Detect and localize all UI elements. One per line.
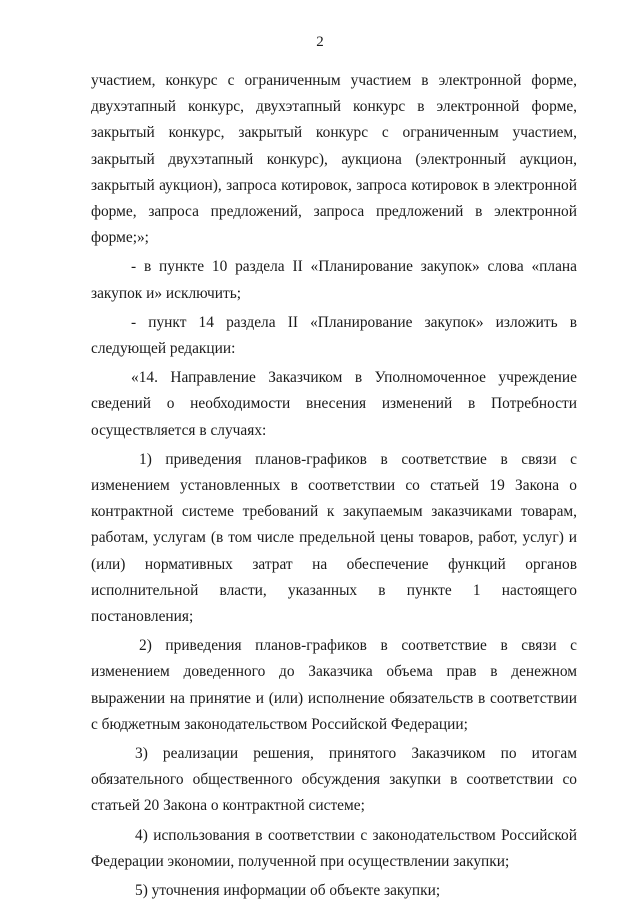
list-item-4: 4) использования в соответствии с законодательством Российской Федерации экономии, полученной при осуществлении закупки; bbox=[91, 826, 577, 870]
document-body bbox=[91, 68, 577, 907]
list-item-1: 1) приведения планов-графиков в соответствие в связи с изменением установленных в соответствии со статьей 19 Закона о контрактной системе требований к закупаемым заказчиками товарам, работам, услугам (в том числе предельной цены товаров, работ, услуг) и (или) нормативных затрат на обеспечение функций органов исполнительной власти, указанных в пункте 1 настоящего постановления; bbox=[91, 450, 577, 626]
paragraph-procurement-methods: участием, конкурс с ограниченным участием в электронной форме, двухэтапный конкурс, двухэтапный конкурс в электронной форме, закрытый конкурс, закрытый конкурс с ограниченным участием, закрытый двухэтапный конкурс), аукциона (электронный аукцион, закрытый аукцион), запроса котировок, запроса котировок в электронной форме, запроса предложений, запроса предложений в электронной форме;»; bbox=[91, 72, 577, 247]
list-item-3: 3) реализации решения, принятого Заказчиком по итогам обязательного общественного обсуждения закупки в соответствии со статьей 20 Закона о контрактной системе; bbox=[91, 745, 577, 815]
paragraph-item-10-amendment: - в пункте 10 раздела II «Планирование закупок» слова «плана закупок и» исключить; bbox=[91, 258, 577, 302]
page-number: 2 bbox=[316, 34, 324, 50]
list-item-2: 2) приведения планов-графиков в соответствие в связи с изменением доведенного до Заказчика объема прав в денежном выражении на принятие и (или) исполнение обязательств в соответствии с бюджетным законодательством Российской Федерации; bbox=[91, 637, 577, 733]
list-item-5: 5) уточнения информации об объекте закупки; bbox=[135, 882, 441, 900]
paragraph-item-14-amendment: - пункт 14 раздела II «Планирование закупок» изложить в следующей редакции: bbox=[91, 313, 577, 358]
paragraph-item-14-text: «14. Направление Заказчиком в Уполномоченное учреждение сведений о необходимости внесения изменений в Потребности осуществляется в случаях: bbox=[91, 369, 577, 439]
